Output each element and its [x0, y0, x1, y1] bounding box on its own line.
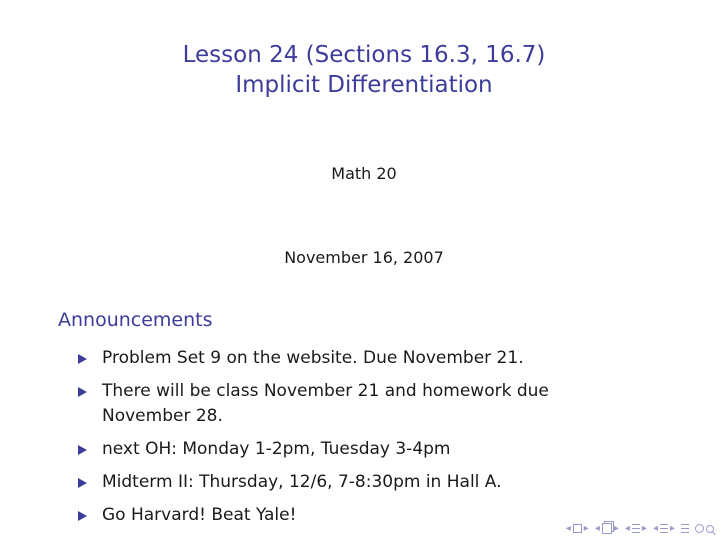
list-item-text: There will be class November 21 and homework due November 28.: [102, 381, 549, 426]
slide-title: [0, 40, 728, 100]
prev-arrow-icon[interactable]: ◂: [624, 522, 630, 534]
back-search-group: [695, 524, 714, 533]
list-item: [72, 346, 632, 371]
announcements-heading: Announcements: [58, 309, 213, 331]
list-icon[interactable]: [660, 524, 668, 533]
section-nav-group: [625, 524, 647, 534]
frame-icon[interactable]: [573, 524, 582, 533]
slide-title-line-1: Lesson 24 (Sections 16.3, 16.7): [182, 42, 546, 68]
beamer-navigation-bar: [566, 523, 714, 534]
subsection-nav-group: [595, 523, 619, 534]
list-item: [72, 503, 632, 528]
slide-title-line-2: Implicit Differentiation: [235, 72, 493, 98]
subsection-icon[interactable]: [602, 523, 612, 534]
lecture-date: November 16, 2007: [284, 248, 444, 267]
triangle-bullet-icon: [78, 445, 87, 455]
prev-arrow-icon[interactable]: ◂: [565, 522, 571, 534]
prev-arrow-icon[interactable]: ◂: [594, 522, 600, 534]
section-icon[interactable]: [632, 524, 640, 533]
list-item: [72, 437, 632, 462]
frame-nav-group: [566, 524, 589, 534]
triangle-bullet-icon: [78, 354, 87, 364]
announcements-list: [72, 346, 632, 536]
list-item-text: next OH: Monday 1-2pm, Tuesday 3-4pm: [102, 439, 451, 459]
next-arrow-icon[interactable]: ▸: [641, 522, 647, 534]
list-item-text: Go Harvard! Beat Yale!: [102, 505, 297, 525]
triangle-bullet-icon: [78, 387, 87, 397]
list-item: [72, 379, 632, 429]
triangle-bullet-icon: [78, 478, 87, 488]
course-name: Math 20: [331, 164, 397, 183]
next-arrow-icon[interactable]: ▸: [583, 522, 589, 534]
list-nav-group: [653, 524, 675, 534]
prev-arrow-icon[interactable]: ◂: [652, 522, 658, 534]
list-item: [72, 470, 632, 495]
align-icon[interactable]: [681, 524, 689, 533]
next-arrow-icon[interactable]: ▸: [669, 522, 675, 534]
list-item-text: Midterm II: Thursday, 12/6, 7-8:30pm in Hall A.: [102, 472, 502, 492]
search-icon[interactable]: [706, 525, 714, 533]
triangle-bullet-icon: [78, 511, 87, 521]
back-icon[interactable]: [695, 524, 704, 533]
list-item-text: Problem Set 9 on the website. Due November 21.: [102, 348, 524, 368]
next-arrow-icon[interactable]: ▸: [613, 522, 619, 534]
